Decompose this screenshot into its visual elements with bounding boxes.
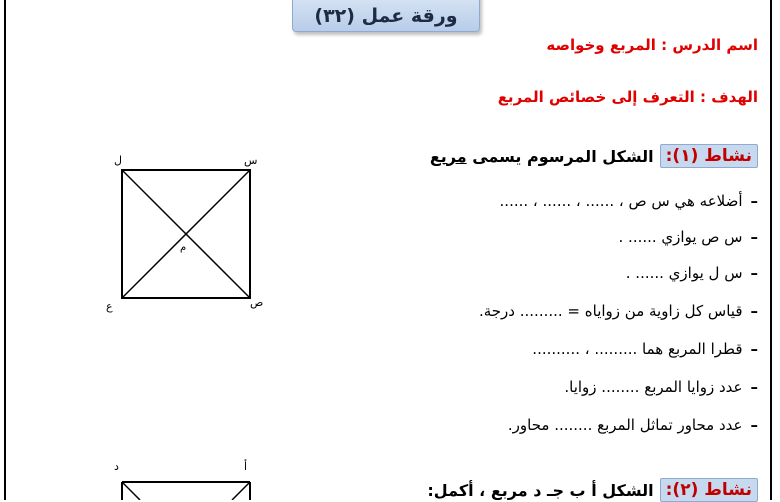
bullet-dash: – <box>750 228 758 246</box>
square2-diagonal-1 <box>122 482 140 500</box>
vertex-label-bottom-left: ع <box>106 300 113 313</box>
bullet-dash: – <box>750 302 758 320</box>
vertex-label-top-right: س <box>244 154 258 167</box>
activity1-text: الشكل المرسوم يسمى مربع <box>429 146 654 166</box>
vertex2-label-top-right: أ <box>244 460 248 473</box>
square2-diagonal-2 <box>232 482 250 500</box>
square-figure-1 <box>100 150 280 320</box>
activity1-line-6: – عدد زوايا المربع ........ زوايا. <box>564 378 758 396</box>
bullet-dash: – <box>750 340 758 358</box>
activity1-line-2: – س ص يوازي ...... . <box>618 228 758 246</box>
worksheet-title: ورقة عمل (٣٢) <box>292 0 480 32</box>
activity2-badge: نشاط (٢): <box>660 478 758 502</box>
activity1-badge: نشاط (١): <box>660 144 758 168</box>
activity1-line-7: – عدد محاور تماثل المربع ........ محاور. <box>507 416 758 434</box>
activity1-line-3: – س ل يوازي ...... . <box>625 264 758 282</box>
activity1-line-5: – قطرا المربع هما ......... ، .......... <box>532 340 758 358</box>
center-label: م <box>180 242 187 253</box>
lesson-name: اسم الدرس : المربع وخواصه <box>546 36 758 54</box>
bullet-dash: – <box>750 416 758 434</box>
activity2-header <box>427 478 758 502</box>
activity1-line-1: – أضلاعه هي س ص ، ...... ، ...... ، ...... <box>499 192 758 210</box>
bullet-dash: – <box>750 378 758 396</box>
bullet-dash: – <box>750 264 758 282</box>
activity1-underlined-word: مربع <box>429 146 467 166</box>
vertex-label-bottom-right: ص <box>250 296 264 309</box>
vertex-label-top-left: ل <box>114 154 122 167</box>
lesson-goal: الهدف : التعرف إلى خصائص المربع <box>497 88 758 106</box>
square-figure-2 <box>100 458 280 500</box>
vertex2-label-top-left: د <box>114 460 119 473</box>
activity1-line-4: – قياس كل زاوية من زواياه = ......... درجة. <box>478 302 758 320</box>
activity2-text: الشكل أ ب جـ د مربع ، أكمل: <box>427 480 654 500</box>
bullet-dash: – <box>750 192 758 210</box>
activity1-header <box>430 144 758 168</box>
